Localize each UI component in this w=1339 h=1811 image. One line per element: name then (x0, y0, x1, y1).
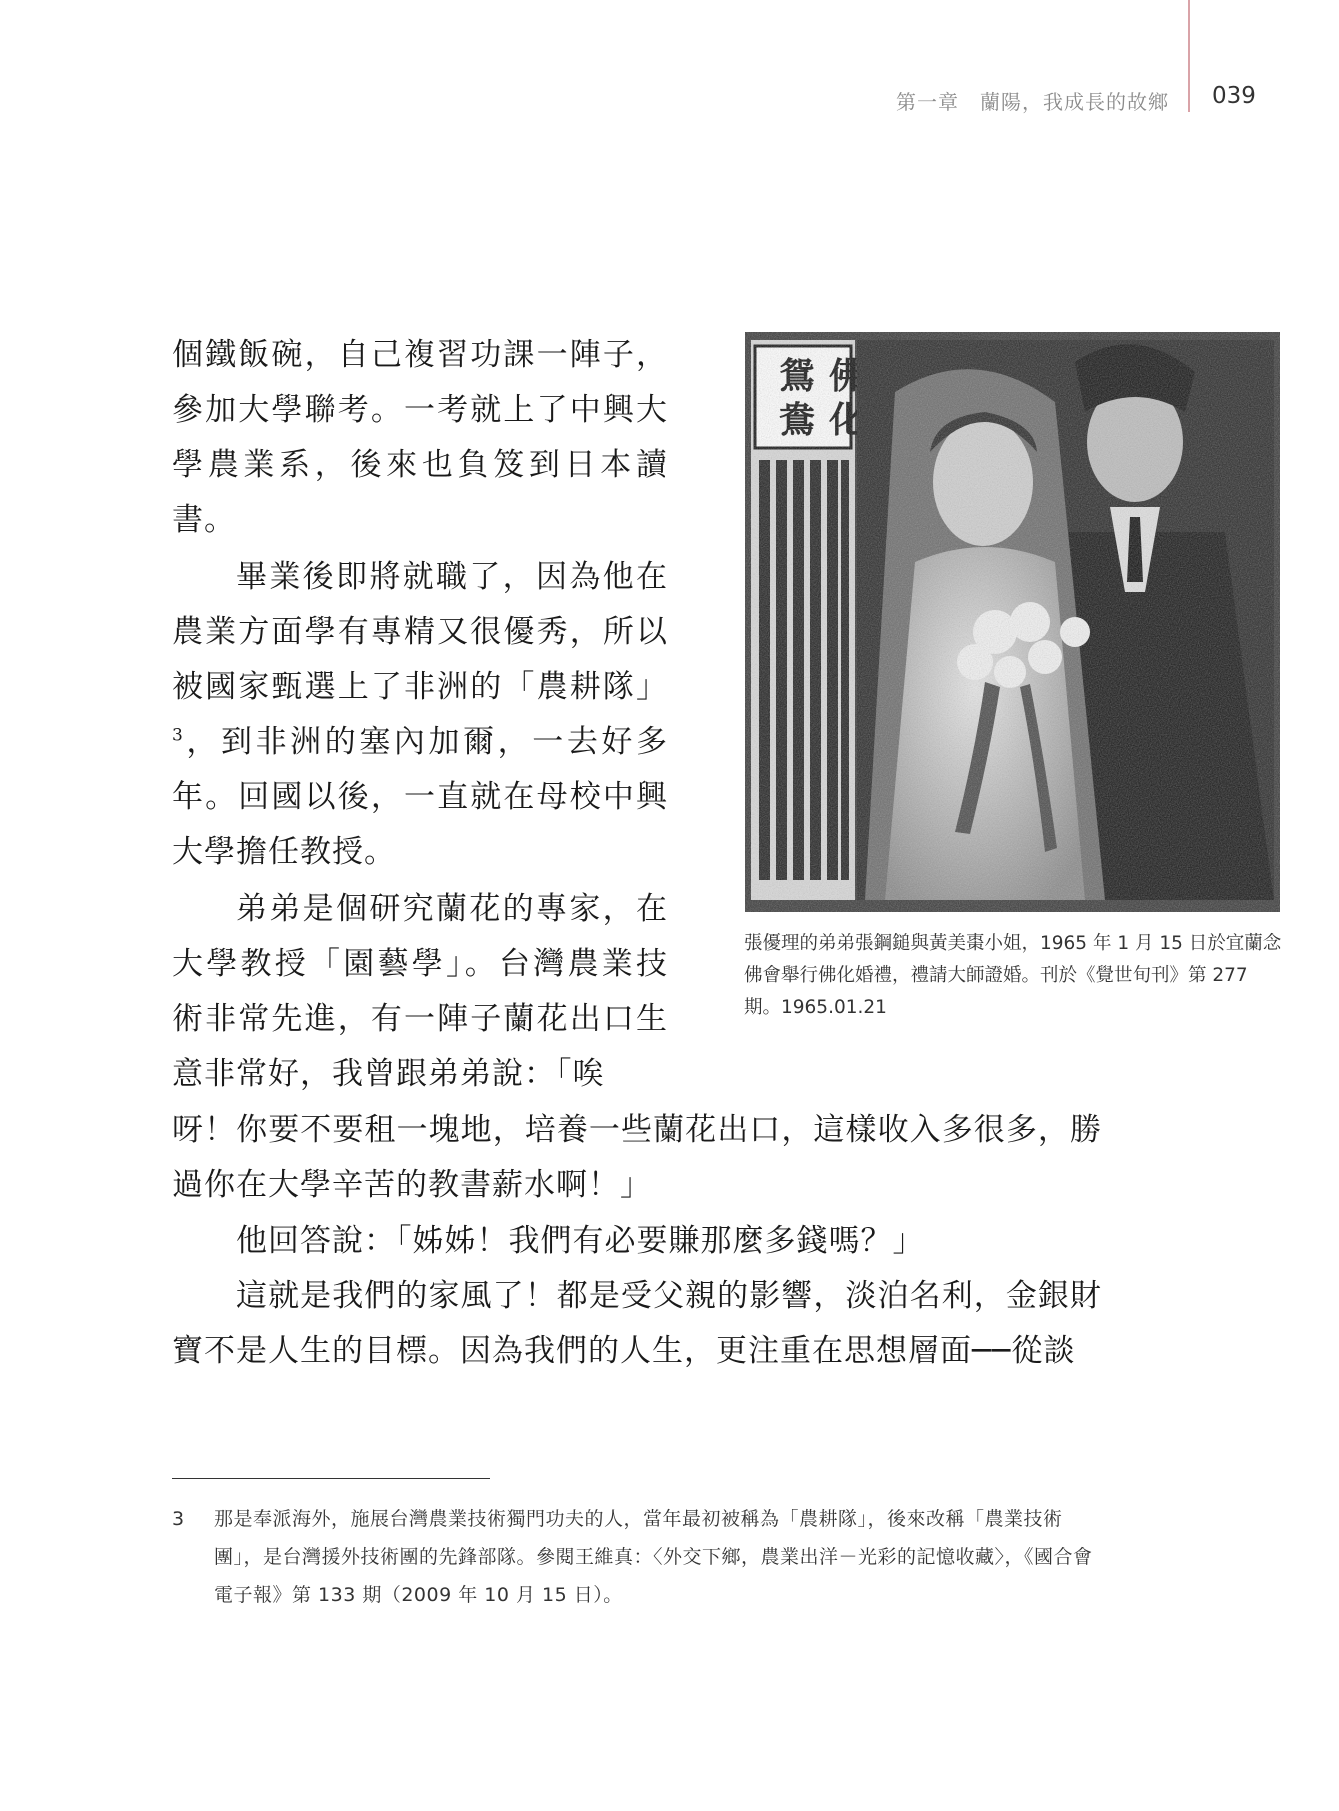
footnote-reference: 3 (172, 725, 184, 746)
paragraph-2-text-a: 畢業後即將就職了，因為他在農業方面學有專精又很優秀，所以被國家甄選上了非洲的「農耕隊」 (172, 559, 668, 705)
header-divider (1188, 0, 1190, 112)
wedding-newspaper-photo (745, 332, 1280, 912)
paragraph-1: 個鐵飯碗，自己複習功課一陣子，參加大學聯考。一考就上了中興大學農業系，後來也負笈到日本讀書。 (172, 337, 668, 538)
paragraph-4: 他回答說：「姊姊！我們有必要賺那麼多錢嗎？」 (236, 1223, 925, 1259)
footnote-number: 3 (172, 1508, 185, 1530)
paragraph-2-text-b: ，到非洲的塞內加爾，一去好多年。回國以後，一直就在母校中興大學擔任教授。 (172, 724, 668, 870)
photo-caption: 張優理的弟弟張鋼鎚與黃美棗小姐，1965 年 1 月 15 日於宜蘭念佛會舉行佛化婚禮，禮請大師證婚。刊於《覺世旬刊》第 277 期。1965.01.21 (744, 933, 1282, 1018)
running-head: 第一章 蘭陽，我成長的故鄉 (896, 90, 1169, 114)
paragraph-5: 這就是我們的家風了！都是受父親的影響，淡泊名利，金銀財寶不是人生的目標。因為我們的人生，更注重在思想層面──從談 (172, 1278, 1102, 1369)
footnote-divider (172, 1478, 490, 1479)
paragraph-3-continued: 呀！你要不要租一塊地，培養一些蘭花出口，這樣收入多很多，勝過你在大學辛苦的教書薪水啊！」 (172, 1112, 1102, 1203)
page-number: 039 (1212, 83, 1256, 109)
paragraph-3: 弟弟是個研究蘭花的專家，在大學教授「園藝學」。台灣農業技術非常先進，有一陣子蘭花出口生意非常好，我曾跟弟弟說：「唉 (172, 891, 668, 1092)
footnote-text: 那是奉派海外，施展台灣農業技術獨門功夫的人，當年最初被稱為「農耕隊」，後來改稱「農業技術團」，是台灣援外技術團的先鋒部隊。參閱王維真：〈外交下鄉，農業出洋－光彩的記憶收藏〉，《國合會電子報》第 133 期（2009 年 10 月 15 日）。 (214, 1508, 1093, 1606)
footnote (172, 1500, 1102, 1614)
paragraph-2 (172, 550, 668, 880)
